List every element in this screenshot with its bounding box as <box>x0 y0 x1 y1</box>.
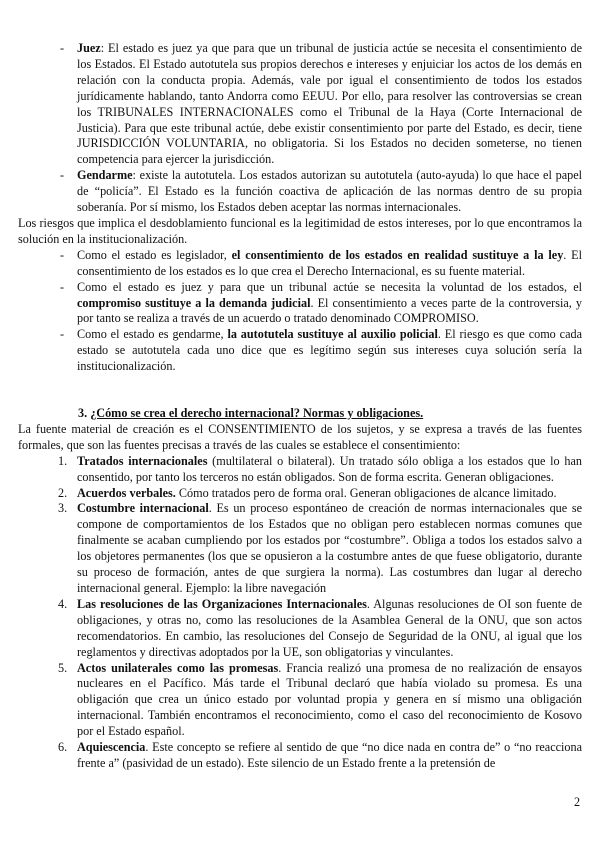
riesgos-paragraph: Los riesgos que implica el desdoblamiento funcional es la legitimidad de estos intereses, por lo que encontramos la solución en la institucionalización. <box>18 215 582 246</box>
list-number: 6. <box>58 740 68 755</box>
list-item <box>18 661 582 741</box>
list-number: 5. <box>58 660 68 675</box>
bullet-gendarme-riesgo <box>18 327 582 375</box>
list-number: 3. <box>58 501 68 516</box>
bullet-marker: - <box>60 247 65 262</box>
bullet-text: : El estado es juez ya que para que un tribunal de justicia actúe se necesita el consentimiento de los Estados. El Estado autotutela sus propios derechos e intereses y enjuiciar los actos de los demás en relación con la conducta propia. Además, vale por igual el consentimiento de todos los estados jurídicamente hablando, tanto Andorra como EEUU. Por ello, para resolver las controversias se crean los TRIBUNALES INTERNACIONALES como el Tribunal de la Haya (Corte Internacional de Justicia). Para que este tribunal actúe, debe existir consentimiento por parte del Estado, es decir, tiene JURISDICCIÓN VOLUNTARIA, no obligatoria. Si los Estados no deciden someterse, no tienen competencia para ejercer la jurisdicción. <box>77 41 582 167</box>
list-number: 1. <box>58 453 68 468</box>
list-item <box>18 454 582 486</box>
bullet-text: : existe la autotutela. Los estados autorizan su autotutela (auto-ayuda) lo que hace el papel de “policía”. El Estado es la función coactiva de aplicación de las normas dentro de su propia soberanía. Por sí mismo, los Estados deben aceptar las normas internacionales. <box>77 168 582 215</box>
bullet-marker: - <box>60 279 65 294</box>
term: Actos unilaterales como las promesas <box>77 660 279 675</box>
term: Costumbre internacional <box>77 501 209 516</box>
term: Acuerdos verbales. <box>77 485 176 500</box>
list-item <box>18 740 582 772</box>
item-text: . Este concepto se refiere al sentido de que “no dice nada en contra de” o “no reacciona frente a” (pasividad de un estado). Este silencio de un Estado frente a la pretensión de <box>77 740 582 770</box>
list-number: 2. <box>58 485 68 500</box>
page-number: 2 <box>574 795 581 809</box>
item-text: (multilateral o bilateral). Un tratado sólo obliga a los estados que lo han consentido, por tanto los terceros no están obligados. Son de forma escrita. Generan obligaciones. <box>77 453 582 484</box>
bullet-text: Como el estado es legislador, <box>77 247 232 262</box>
bullet-juez-riesgo <box>18 280 582 328</box>
item-text: . Algunas resoluciones de OI son fuente de obligaciones, y otras no, como las resoluciones de la Asamblea General de la ONU, que son actos recomendatorios. En cambio, las resoluciones del Consejo de Seguridad de la ONU, al igual que los reglamentos y directivas adoptados por la UE, son obligatorias y vinculantes. <box>77 596 582 659</box>
bullet-text: . El riesgo es que como cada estado se autotutela cada uno dice que es legítimo según sus intereses cuya solución sería la institucionalización. <box>77 327 582 374</box>
bullet-text: Como el estado es gendarme, <box>77 327 228 342</box>
bullet-text: Como el estado es juez y para que un tribunal actúe se necesita la voluntad de los estados, el <box>77 279 582 294</box>
term: Juez <box>77 41 101 55</box>
document-page <box>18 41 582 772</box>
list-item <box>18 597 582 661</box>
item-text: . Es un proceso espontáneo de creación de normas internacionales que se compone de comportamientos de los Estados que no obligan pero establecen normas comunes que finalmente se acaban cumpliendo por los estados por “costumbre”. Obliga a todos los estados salvo a los objetores permanentes (los que se opusieron a la costumbre antes de que fuese obligatorio, durante su proceso de formación, antes de que surgiera la norma). Las costumbres dan lugar al derecho internacional general. Ejemplo: la libre navegación <box>77 501 582 595</box>
list-item <box>18 486 582 502</box>
term: Aquiescencia <box>77 740 146 755</box>
emphasis: compromiso sustituye a la demanda judicial <box>77 295 311 310</box>
bullet-legislador <box>18 248 582 280</box>
emphasis: la autotutela sustituye al auxilio policial <box>227 327 438 342</box>
bullet-marker: - <box>60 41 65 55</box>
term: Gendarme <box>77 168 133 183</box>
section-title: ¿Cómo se crea el derecho internacional? Normas y obligaciones. <box>90 406 424 421</box>
section-intro: La fuente material de creación es el CONSENTIMIENTO de los sujetos, y se expresa a través de las fuentes formales, que son las fuentes precisas a través de las cuales se establece el consentimiento: <box>18 421 582 452</box>
section-heading <box>18 406 582 422</box>
item-text: Cómo tratados pero de forma oral. Generan obligaciones de alcance limitado. <box>175 485 557 500</box>
term: Tratados internacionales <box>77 453 208 468</box>
bullet-marker: - <box>60 168 65 183</box>
bullet-juez <box>18 41 582 168</box>
bullet-gendarme <box>18 168 582 216</box>
bullet-text: . El consentimiento de los estados es lo que crea el Derecho Internacional, es su fuente material. <box>77 247 582 278</box>
bullet-marker: - <box>60 327 65 342</box>
term: Las resoluciones de las Organizaciones Internacionales <box>77 596 367 611</box>
bullet-text: . El consentimiento a veces parte de la controversia, y por tanto se realiza a través de un acuerdo o tratado denominado COMPROMISO. <box>77 295 582 326</box>
emphasis: el consentimiento de los estados en realidad sustituye a la ley <box>231 247 564 262</box>
section-number: 3. <box>78 406 88 421</box>
list-number: 4. <box>58 596 68 611</box>
item-text: . Francia realizó una promesa de no realización de ensayos nucleares en el Pacífico. Más tarde el Tribunal declaró que había violado su promesa. Es una obligación que crea un único estado por voluntad propia y genera en sí mismo una obligación internacional. También encontramos el reconocimiento, como el caso del reconocimiento de Kosovo por el Estado español. <box>77 660 582 739</box>
list-item <box>18 501 582 596</box>
